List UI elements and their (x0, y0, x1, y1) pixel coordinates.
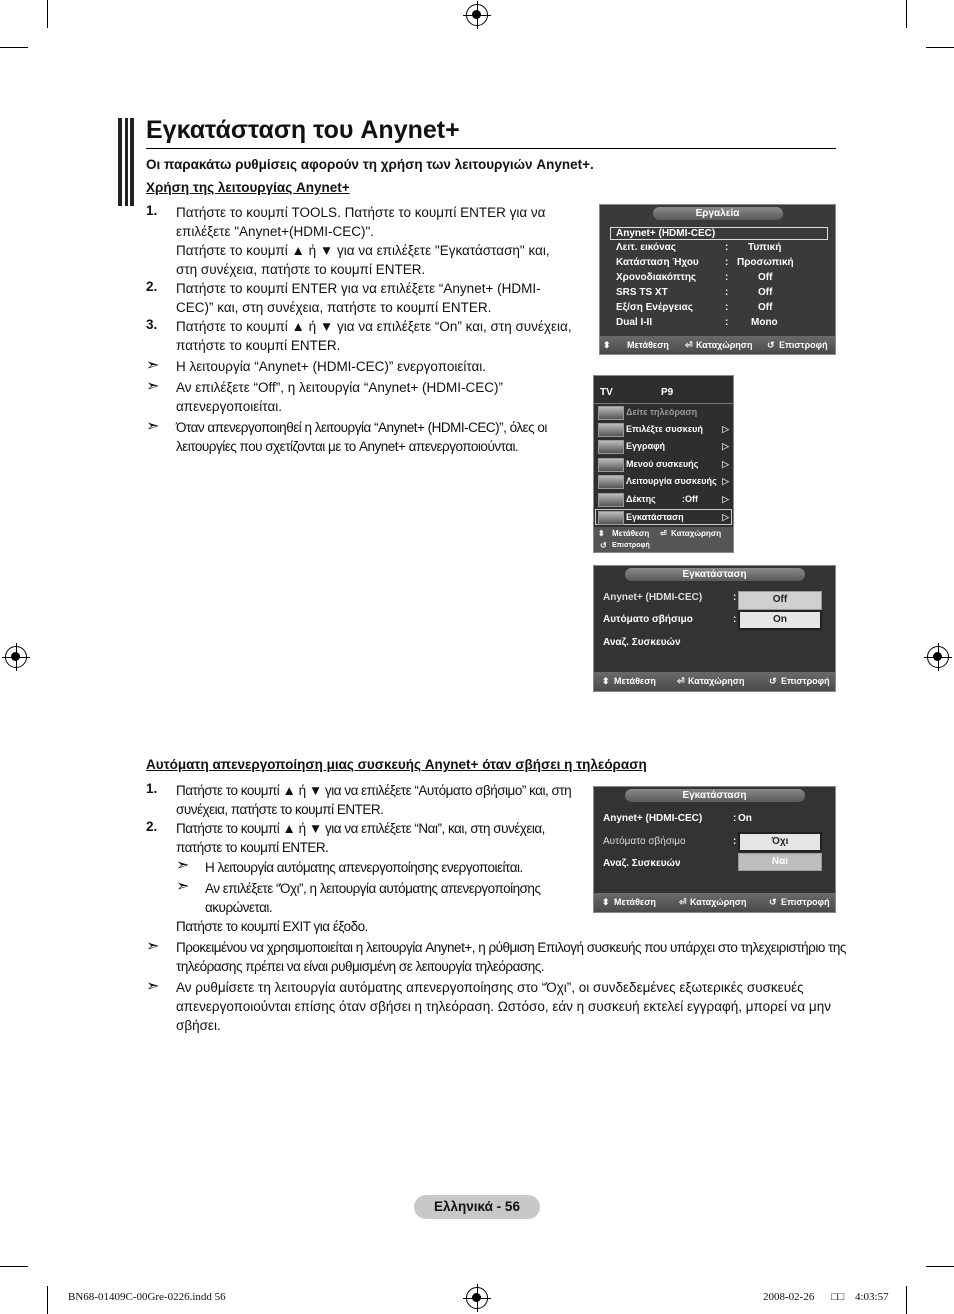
tv-menu-item-selected[interactable]: Εγκατάσταση (626, 512, 684, 522)
device-operation-icon (598, 475, 624, 489)
menu-item-sep: : (725, 257, 729, 268)
menu-title: Εργαλεία (653, 207, 783, 220)
setup-row-sep: : (733, 836, 737, 847)
note-text: Αν ρυθμίσετε τη λειτουργία αυτόματης απενεργοποίησης στο “Όχι”, οι συνδεδεμένες εξωτερικές συσκευές απενεργοποιούνται επίσης όταν σβήσει η τηλεόραση. Ωστόσο, εάν η συσκευή εκτελεί εγγραφή, μπορεί να μην σβήσει. (176, 980, 831, 1033)
footer-move-label: Μετάθεση (614, 897, 656, 907)
menu-item-value: Off (758, 272, 773, 283)
step-number: 1. (146, 203, 158, 218)
footer-enter-label: Καταχώρηση (696, 340, 753, 350)
tv-main-menu-screen (593, 375, 734, 553)
chevron-right-icon: ▷ (722, 494, 729, 504)
device-menu-icon (598, 458, 624, 472)
select-device-icon (598, 423, 624, 437)
divider (594, 403, 733, 404)
exit-instruction: Πατήστε το κουμπί EXIT για έξοδο. (176, 919, 368, 934)
chevron-right-icon: ▷ (722, 512, 729, 522)
tv-menu-item[interactable]: Μενού συσκευής (626, 459, 699, 469)
step-text: Πατήστε το κουμπί ▲ ή ▼ για να επιλέξετε “Αυτόματο σβήσιμο” και, στη συνέχεια, πατήστε το κουμπί ENTER. (176, 783, 572, 817)
receiver-value: :Off (682, 494, 698, 504)
print-file-info: BN68-01409C-00Gre-0226.indd 56 (68, 1291, 226, 1303)
option-on[interactable]: On (738, 610, 822, 630)
menu-item-anynet[interactable]: Anynet+ (HDMI-CEC) (610, 227, 828, 240)
step-number: 3. (146, 317, 158, 332)
footer-enter-label: Καταχώρηση (690, 897, 747, 907)
source-label: TV (600, 387, 613, 398)
step-text: Πατήστε το κουμπί ▲ ή ▼ για να επιλέξετε “On” και, στη συνέχεια, πατήστε το κουμπί ENTER. (176, 319, 572, 353)
footer-enter-label: Καταχώρηση (688, 676, 745, 686)
page-number-badge: Ελληνικά - 56 (414, 1195, 540, 1219)
tv-menu-item[interactable]: Εγγραφή (626, 441, 666, 451)
menu-item-value: Προσωπική (737, 257, 794, 268)
menu-item-label[interactable]: Κατάσταση Ήχου (616, 257, 699, 268)
note-arrow-icon: ➣ (146, 978, 160, 995)
note-arrow-icon: ➣ (176, 878, 190, 895)
setup-menu-screen-1 (593, 565, 836, 692)
enter-icon: ⏎ (660, 529, 667, 538)
footer-return-label: Επιστροφή (612, 542, 650, 549)
menu-item-value: Off (758, 302, 773, 313)
menu-footer (594, 893, 835, 912)
note-arrow-icon: ➣ (146, 938, 160, 955)
setup-row-sep: : (733, 614, 737, 625)
section1-heading: Χρήση της λειτουργίας Anynet+ (146, 180, 350, 195)
title-rule (146, 148, 836, 149)
watch-tv-icon (598, 406, 624, 420)
footer-move-label: Μετάθεση (614, 676, 656, 686)
enter-icon: ⏎ (685, 340, 693, 350)
option-yes[interactable]: Ναι (738, 853, 822, 871)
record-icon (598, 440, 624, 454)
step-text: Πατήστε το κουμπί TOOLS. Πατήστε το κουμπί ENTER για να επιλέξετε "Anynet+(HDMI-CEC)". Πατήστε το κουμπί ▲ ή ▼ για να επιλέξετε "Εγκατάσταση" και, στη συνέχεια, πατήστε το κουμπί ENTER. (176, 205, 550, 277)
setup-row-sep: : (733, 592, 737, 603)
menu-item-label[interactable]: Dual I-II (616, 317, 653, 328)
chevron-right-icon: ▷ (722, 424, 729, 434)
menu-footer (600, 336, 835, 354)
menu-item-value: Τυπική (748, 242, 782, 253)
menu-title: Εγκατάσταση (625, 789, 805, 802)
menu-title: Εγκατάσταση (625, 568, 805, 581)
registration-mark-right (927, 646, 949, 668)
updown-icon: ⬍ (603, 340, 611, 350)
receiver-icon (598, 493, 624, 507)
option-no[interactable]: Όχι (738, 832, 822, 852)
footer-move-label: Μετάθεση (612, 529, 650, 538)
option-off[interactable]: Off (738, 591, 822, 610)
note-arrow-icon: ➣ (146, 357, 160, 374)
section2-heading: Αυτόματη απενεργοποίηση μιας συσκευής Anynet+ όταν σβήσει η τηλεόραση (146, 757, 647, 772)
setup-row-label[interactable]: Αυτόματο σβήσιμο (603, 614, 693, 625)
menu-item-sep: : (725, 317, 729, 328)
setup-menu-screen-2 (593, 786, 836, 913)
step-text: Πατήστε το κουμπί ▲ ή ▼ για να επιλέξετε “Ναι”, και, στη συνέχεια, πατήστε το κουμπί ENTER. (176, 821, 545, 855)
step-number: 1. (146, 781, 158, 796)
updown-icon: ⬍ (602, 897, 610, 907)
setup-row-sep: : (733, 813, 737, 824)
step-text: Πατήστε το κουμπί ENTER για να επιλέξετε “Anynet+ (HDMI- CEC)” και, στη συνέχεια, πατήστε το κουμπί ENTER. (176, 281, 541, 315)
menu-item-label[interactable]: Χρονοδιακόπτης (616, 272, 697, 283)
registration-mark-left (5, 646, 27, 668)
menu-item-sep: : (725, 302, 729, 313)
print-date: 2008-02-26 (763, 1291, 815, 1303)
footer-return-label: Επιστροφή (781, 676, 830, 686)
note-arrow-icon: ➣ (176, 857, 190, 874)
page-title: Εγκατάσταση του Anynet+ (146, 116, 460, 144)
registration-mark-bottom (466, 1287, 488, 1309)
note-text: Αν επιλέξετε “Off”, η λειτουργία “Anynet+ (HDMI-CEC)” απενεργοποιείται. (176, 380, 503, 414)
setup-row-label[interactable]: Anynet+ (HDMI-CEC) (603, 592, 703, 603)
chevron-right-icon: ▷ (722, 459, 729, 469)
footer-return-label: Επιστροφή (781, 897, 830, 907)
menu-item-label[interactable]: Εξ/ση Ενέργειας (616, 302, 693, 313)
chevron-right-icon: ▷ (722, 441, 729, 451)
note-text: Προκειμένου να χρησιμοποιείται η λειτουργία Anynet+, η ρύθμιση Επιλογή συσκευής που υπάρχει στο τηλεχειριστήριο της τηλεόρασης πρέπει να είναι ρυθμισμένη σε λειτουργία τηλεόρασης. (176, 940, 846, 974)
note-arrow-icon: ➣ (146, 418, 160, 435)
menu-item-sep: : (725, 272, 729, 283)
updown-icon: ⬍ (598, 529, 605, 538)
note-text: Η λειτουργία “Anynet+ (HDMI-CEC)” ενεργοποιείται. (176, 359, 487, 374)
menu-footer (594, 672, 835, 691)
setup-row-label[interactable]: Anynet+ (HDMI-CEC) (603, 813, 703, 824)
setup-row-label[interactable]: Αναζ. Συσκευών (603, 858, 681, 869)
intro-text: Οι παρακάτω ρυθμίσεις αφορούν τη χρήση των λειτουργιών Anynet+. (146, 157, 594, 172)
print-glyphs: □□ (831, 1291, 845, 1303)
tv-menu-item[interactable]: Επιλέξτε συσκευή (626, 424, 703, 434)
return-icon: ↺ (769, 676, 777, 686)
step-number: 2. (146, 819, 158, 834)
menu-item-value: Mono (751, 317, 778, 328)
tools-menu-screen (599, 204, 836, 355)
note-arrow-icon: ➣ (146, 378, 160, 395)
subnote-text: Αν επιλέξετε “Όχι”, η λειτουργία αυτόματης απενεργοποίησης ακυρώνεται. (205, 881, 541, 915)
note-text: Όταν απενεργοποιηθεί η λειτουργία “Anynet+ (HDMI-CEC)”, όλες οι λειτουργίες που σχετίζονται με το Anynet+ απενεργοποιούνται. (176, 420, 547, 454)
menu-item-value: Off (758, 287, 773, 298)
enter-icon: ⏎ (679, 897, 687, 907)
chevron-right-icon: ▷ (722, 476, 729, 486)
return-icon: ↺ (767, 340, 775, 350)
menu-item-label[interactable]: SRS TS XT (616, 287, 668, 298)
step-number: 2. (146, 279, 158, 294)
updown-icon: ⬍ (602, 676, 610, 686)
tv-menu-item[interactable]: Λειτουργία συσκευής (626, 476, 717, 486)
heading-decoration (118, 118, 134, 206)
footer-enter-label: Καταχώρηση (671, 529, 722, 538)
tv-menu-item[interactable]: Δείτε τηλεόραση (626, 407, 698, 417)
return-icon: ↺ (600, 541, 607, 550)
tv-menu-item[interactable]: Δέκτης (626, 494, 656, 504)
footer-return-label: Επιστροφή (779, 340, 828, 350)
menu-item-sep: : (725, 242, 729, 253)
enter-icon: ⏎ (677, 676, 685, 686)
subnote-text: Η λειτουργία αυτόματης απενεργοποίησης ενεργοποιείται. (205, 860, 523, 875)
menu-item-sep: : (725, 287, 729, 298)
setup-row-label[interactable]: Αυτόματο σβήσιμο (603, 836, 686, 847)
registration-mark-top (466, 4, 488, 26)
tv-menu-footer (594, 527, 733, 552)
setup-row-label[interactable]: Αναζ. Συσκευών (603, 637, 681, 648)
gear-icon (598, 511, 624, 525)
channel-label: P9 (661, 387, 674, 398)
print-time: 4:03:57 (855, 1291, 889, 1303)
footer-move-label: Μετάθεση (627, 340, 669, 350)
setup-row-value: On (738, 813, 752, 824)
menu-item-label[interactable]: Λειτ. εικόνας (616, 242, 676, 253)
return-icon: ↺ (769, 897, 777, 907)
